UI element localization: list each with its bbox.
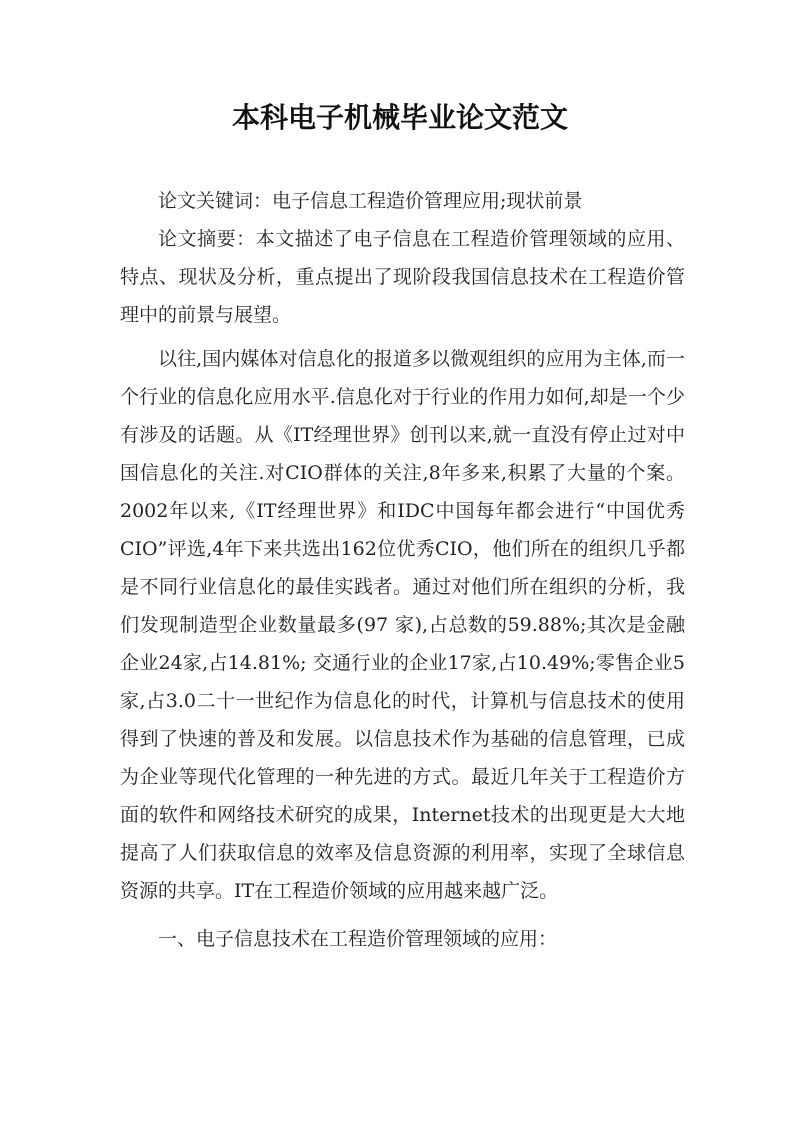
section-heading: 一、电子信息技术在工程造价管理领域的应用： — [158, 928, 558, 950]
body-paragraph: 以往,国内媒体对信息化的报道多以微观组织的应用为主体,而一个行业的信息化应用水平.信息化对于行业的作用力如何,却是一个少有涉及的话题。从《IT经理世界》创刊以来,就一直没有停止过对中国信息化的关注.对CIO群体的关注,8年多来,积累了大量的个案。2002年以来,《IT经理世界》和IDC中国每年都会进行“中国优秀CIO”评选,4年下来共选出162位优秀CIO，他们所在的组织几乎都是不同行业信息化的最佳实践者。通过对他们所在组织的分析，我们发现制造型企业数量最多(97 家),占总数的59.88%;其次是金融企业24家,占14.81%; 交通行业的企业17家,占10.49%;零售企业5家,占3.0二十一世纪作为信息化的时代，计算机与信息技术的使用得到了快速的普及和发展。以信息技术作为基础的信息管理，已成为企业等现代化管理的一种先进的方式。最近几年关于工程造价方面的软件和网络技术研究的成果，Internet技术的出现更是大大地提高了人们获取信息的效率及信息资源的利用率，实现了全球信息资源的共享。IT在工程造价领域的应用越来越广泛。 — [120, 348, 685, 902]
abstract-paragraph: 论文摘要：本文描述了电子信息在工程造价管理领域的应用、特点、现状及分析，重点提出了现阶段我国信息技术在工程造价管理中的前景与展望。 — [120, 228, 685, 326]
document-body — [120, 182, 685, 958]
document-title: 本科电子机械毕业论文范文 — [231, 101, 568, 134]
keywords-paragraph: 论文关键词：电子信息工程造价管理应用;现状前景 — [158, 190, 583, 212]
